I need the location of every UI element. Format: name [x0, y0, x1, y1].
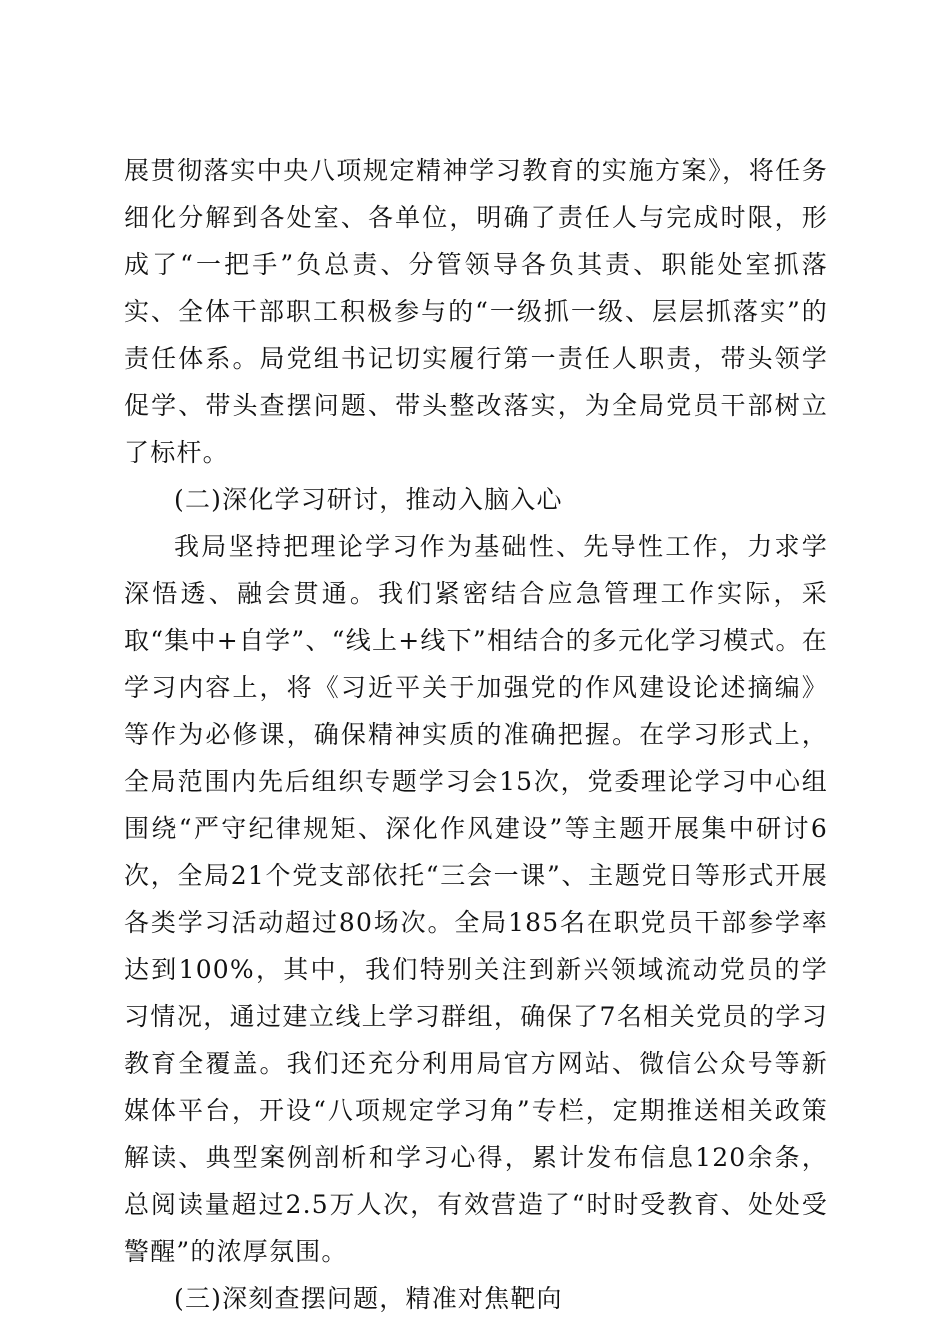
continued-paragraph: 展贯彻落实中央八项规定精神学习教育的实施方案》，将任务细化分解到各处室、各单位，明确了责任人与完成时限，形成了“一把手”负总责、分管领导各负其责、职能处室抓落实、全体干部职工积极参与的“一级抓一级、层层抓落实”的责任体系。局党组书记切实履行第一责任人职责，带头领学促学、带头查摆问题、带头整改落实，为全局党员干部树立了标杆。 — [124, 156, 828, 467]
section-3-heading: (三)深刻查摆问题，精准对焦靶向 — [174, 1284, 563, 1313]
section-2-paragraph: 我局坚持把理论学习作为基础性、先导性工作，力求学深悟透、融会贯通。我们紧密结合应急管理工作实际，采取“集中+自学”、“线上+线下”相结合的多元化学习模式。在学习内容上，将《习近平关于加强党的作风建设论述摘编》等作为必修课，确保精神实质的准确把握。在学习形式上，全局范围内先后组织专题学习会15次，党委理论学习中心组围绕“严守纪律规矩、深化作风建设”等主题开展集中研讨6次，全局21个党支部依托“三会一课”、主题党日等形式开展各类学习活动超过80场次。全局185名在职党员干部参学率达到100%，其中，我们特别关注到新兴领域流动党员的学习情况，通过建立线上学习群组，确保了7名相关党员的学习教育全覆盖。我们还充分利用局官方网站、微信公众号等新媒体平台，开设“八项规定学习角”专栏，定期推送相关政策解读、典型案例剖析和学习心得，累计发布信息120余条，总阅读量超过2.5万人次，有效营造了“时时受教育、处处受警醒”的浓厚氛围。 — [124, 532, 828, 1266]
document-body — [124, 147, 828, 1322]
section-2-heading: (二)深化学习研讨，推动入脑入心 — [174, 485, 563, 514]
